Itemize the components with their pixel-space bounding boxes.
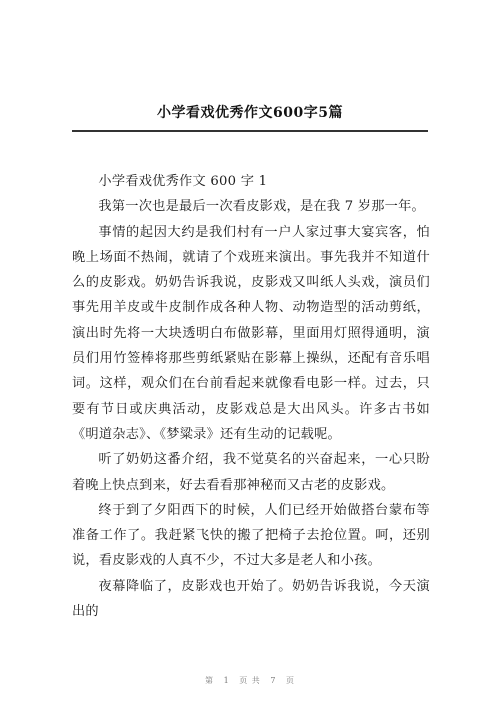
document-title: 小学看戏优秀作文600字5篇 <box>157 105 343 121</box>
document-body <box>72 169 430 624</box>
page-footer <box>0 675 500 686</box>
title-divider <box>72 130 428 132</box>
footer-page-number: 1 <box>223 676 230 685</box>
paragraph: 我第一次也是最后一次看皮影戏，是在我 7 岁那一年。 <box>98 199 425 215</box>
footer-suffix: 页 <box>285 676 295 685</box>
footer-total-pages: 7 <box>270 676 277 685</box>
paragraph: 听了奶奶这番介绍，我不觉莫名的兴奋起来，一心只盼着晚上快点到来，好去看看那神秘而又古老的皮影戏。 <box>72 452 430 493</box>
paragraph: 终于到了夕阳西下的时候，人们已经开始做搭台蒙布等准备工作了。我赶紧飞快的搬了把椅子去抢位置。呵，还别说，看皮影戏的人真不少，不过大多是老人和小孩。 <box>72 502 430 569</box>
section-heading: 小学看戏优秀作文 600 字 1 <box>98 174 268 189</box>
paragraph: 事情的起因大约是我们村有一户人家过事大宴宾客，怕晚上场面不热闹，就请了个戏班来演出。事先我并不知道什么的皮影戏。奶奶告诉我说，皮影戏又叫纸人头戏，演员们事先用羊皮或牛皮制作成各种人物、动物造型的活动剪纸，演出时先将一大块透明白布做影幕，里面用灯照得通明，演员们用竹签棒将那些剪纸紧贴在影幕上操纵，还配有音乐唱词。这样，观众们在台前看起来就像看电影一样。过去，只要有节日或庆典活动，皮影戏总是大出风头。许多古书如《明道杂志》、《梦粱录》还有生动的记载呢。 <box>72 224 430 442</box>
paragraph: 夜幕降临了，皮影戏也开始了。奶奶告诉我说，今天演出的 <box>72 578 430 620</box>
footer-prefix: 第 <box>205 676 215 685</box>
footer-middle: 页 共 <box>239 676 261 685</box>
